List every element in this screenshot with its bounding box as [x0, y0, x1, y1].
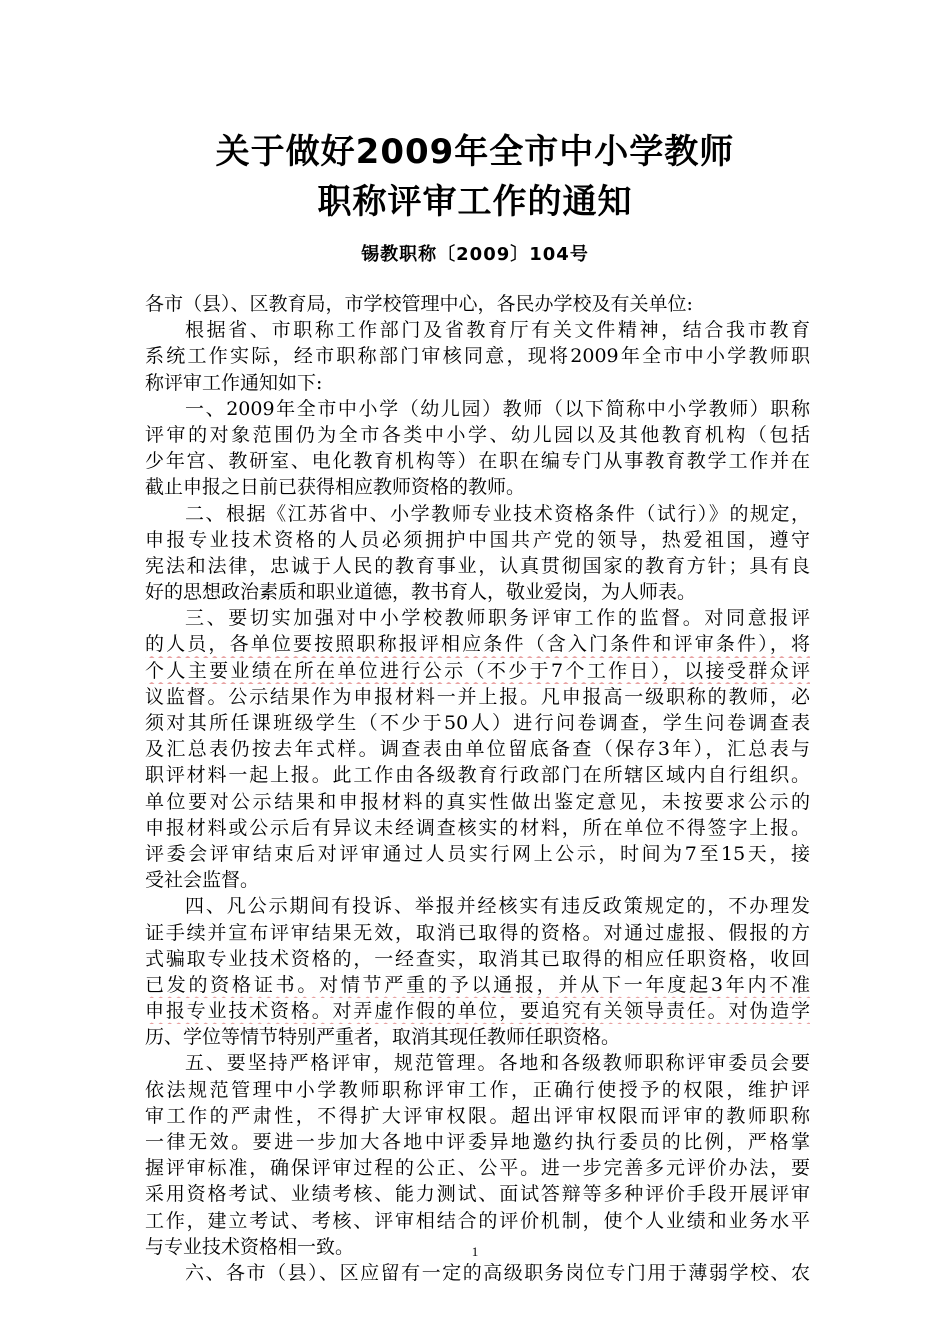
- body-line: 三、要切实加强对中小学校教师职务评审工作的监督。对同意报评: [185, 607, 810, 630]
- body-line: 称评审工作通知如下:: [145, 371, 323, 394]
- body-line: 证手续并宣布评审结果无效，取消已取得的资格。对通过虚报、假报的方: [145, 921, 810, 944]
- body-line: 历、学位等情节特别严重者，取消其现任教师任职资格。: [145, 1026, 621, 1049]
- body-line: 系统工作实际，经市职称部门审核同意，现将2009年全市中小学教师职: [145, 345, 810, 368]
- document-body: [145, 291, 810, 1286]
- body-line-marked: 申报专业技术资格。对弄虚作假的单位，要追究有关领导责任。对伪造学: [145, 1000, 810, 1023]
- body-line: 二、根据《江苏省中、小学教师专业技术资格条件（试行）》的规定，: [185, 502, 810, 525]
- document-title-line-2: 职称评审工作的通知: [317, 182, 633, 222]
- body-line: 须对其所任课班级学生（不少于50人）进行问卷调查，学生问卷调查表: [145, 712, 810, 734]
- body-line: 六、各市（县）、区应留有一定的高级职务岗位专门用于薄弱学校、农: [185, 1261, 810, 1284]
- body-line: 单位要对公示结果和申报材料的真实性做出鉴定意见，未按要求公示的: [145, 790, 810, 813]
- body-line: 根据省、市职称工作部门及省教育厅有关文件精神，结合我市教育: [185, 319, 810, 342]
- body-line-marked: 已发的资格证书。对情节严重的予以通报，并从下一年度起3年内不准: [145, 973, 810, 996]
- body-line: 好的思想政治素质和职业道德，教书育人，敬业爱岗，为人师表。: [145, 581, 697, 604]
- body-line: 依法规范管理中小学教师职称评审工作，正确行使授予的权限，维护评: [145, 1078, 810, 1101]
- body-line: 与专业技术资格相一致。: [145, 1235, 355, 1258]
- body-line: 握评审标准，确保评审过程的公正、公平。进一步完善多元评价办法，要: [145, 1157, 810, 1180]
- body-line: 五、要坚持严格评审，规范管理。各地和各级教师职称评审委员会要: [185, 1052, 810, 1075]
- body-line: 一、2009年全市中小学（幼儿园）教师（以下简称中小学教师）职称: [185, 397, 810, 420]
- body-line-marked: 的人员，各单位要按照职称报评相应条件（含入门条件和评审条件），将: [145, 633, 810, 656]
- body-line: 议监督。公示结果作为申报材料一并上报。凡申报高一级职称的教师，必: [145, 685, 810, 708]
- document-title-line-1: 关于做好2009年全市中小学教师: [215, 132, 735, 172]
- body-line: 工作，建立考试、考核、评审相结合的评价机制，使个人业绩和业务水平: [145, 1209, 810, 1232]
- body-line: 四、凡公示期间有投诉、举报并经核实有违反政策规定的，不办理发: [185, 895, 810, 918]
- body-line: 评委会评审结束后对评审通过人员实行网上公示，时间为7至15天，接: [145, 842, 810, 865]
- body-line: 各市（县）、区教育局，市学校管理中心，各民办学校及有关单位:: [145, 293, 693, 315]
- body-line: 宪法和法律，忠诚于人民的教育事业，认真贯彻国家的教育方针；具有良: [145, 554, 810, 577]
- body-line: 审工作的严肃性，不得扩大评审权限。超出评审权限而评审的教师职称: [145, 1104, 810, 1127]
- body-line: 一律无效。要进一步加大各地中评委异地邀约执行委员的比例，严格掌: [145, 1131, 810, 1153]
- body-line: 申报材料或公示后有异议未经调查核实的材料，所在单位不得签字上报。: [145, 816, 810, 839]
- body-line: 申报专业技术资格的人员必须拥护中国共产党的领导，热爱祖国，遵守: [145, 528, 810, 551]
- body-line: 少年宫、教研室、电化教育机构等）在职在编专门从事教育教学工作并在: [145, 450, 810, 473]
- page-number: 1: [471, 1244, 479, 1259]
- body-line: 职评材料一起上报。此工作由各级教育行政部门在所辖区域内自行组织。: [145, 764, 810, 787]
- body-line: 式骗取专业技术资格的，一经查实，取消其已取得的相应任职资格，收回: [145, 947, 810, 970]
- document-number: 锡教职称〔2009〕104号: [361, 244, 589, 265]
- body-line: 截止申报之日前已获得相应教师资格的教师。: [145, 476, 526, 499]
- body-line: 采用资格考试、业绩考核、能力测试、面试答辩等多种评价手段开展评审: [145, 1183, 810, 1206]
- body-line: 受社会监督。: [145, 869, 260, 892]
- body-line-marked: 个人主要业绩在所在单位进行公示（不少于7个工作日），以接受群众评: [145, 659, 810, 682]
- body-line: 及汇总表仍按去年式样。调查表由单位留底备查（保存3年），汇总表与: [145, 738, 810, 761]
- body-line: 评审的对象范围仍为全市各类中小学、幼儿园以及其他教育机构（包括: [145, 423, 810, 446]
